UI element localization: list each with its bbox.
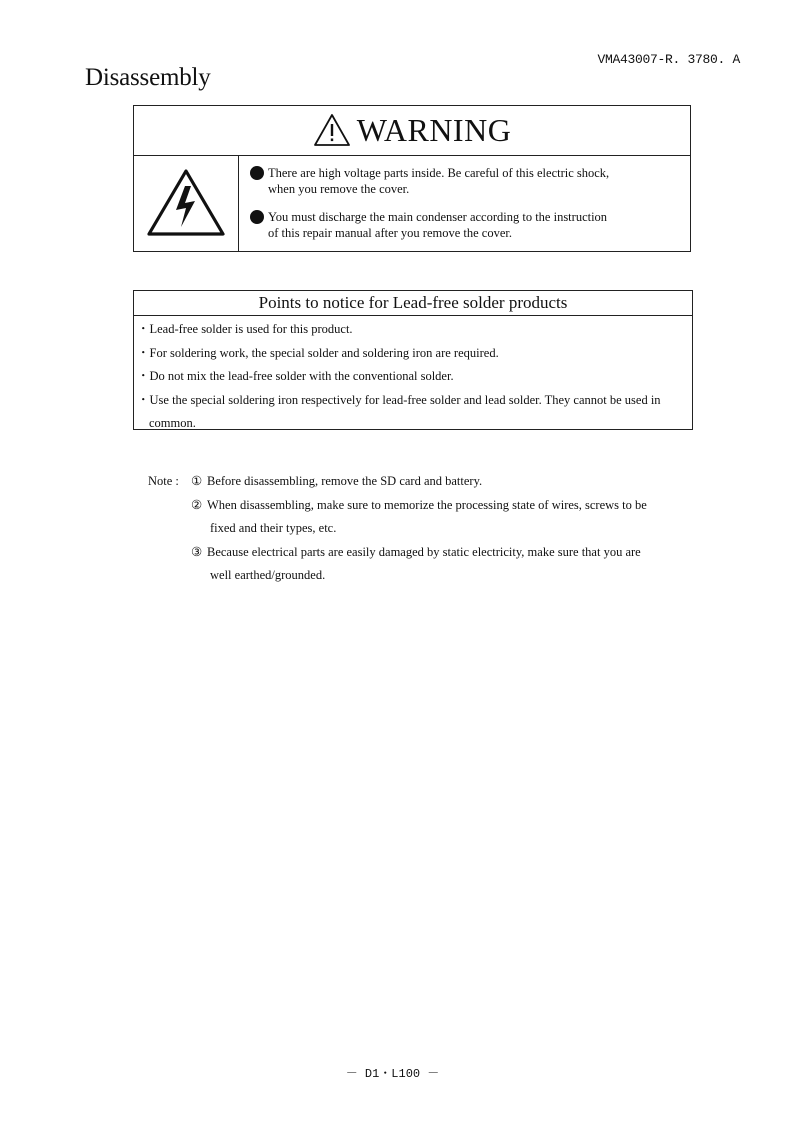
note-text: Before disassembling, remove the SD card and battery. bbox=[207, 474, 483, 488]
note-label: Note : bbox=[148, 474, 179, 488]
note-item bbox=[148, 494, 688, 541]
warning-item-line: of this repair manual after you remove the cover. bbox=[268, 226, 513, 240]
lead-free-title: Points to notice for Lead-free solder products bbox=[134, 291, 692, 316]
list-item-text: ・For soldering work, the special solder and soldering iron are required. bbox=[137, 345, 499, 360]
note-number: ① bbox=[191, 474, 203, 488]
list-item bbox=[137, 365, 690, 389]
warning-header bbox=[134, 106, 690, 156]
lead-free-box bbox=[133, 290, 693, 430]
warning-title: WARNING bbox=[356, 112, 512, 148]
warning-item bbox=[250, 209, 680, 241]
note-number: ② bbox=[191, 497, 203, 512]
warning-item bbox=[250, 165, 680, 197]
high-voltage-warning-icon bbox=[145, 167, 227, 239]
warning-item-line: There are high voltage parts inside. Be careful of this electric shock, bbox=[268, 166, 610, 180]
note-text: Because electrical parts are easily damaged by static electricity, make sure that you are bbox=[207, 544, 641, 559]
list-item bbox=[137, 342, 690, 366]
lead-free-list bbox=[134, 316, 692, 436]
document-code: VMA43007-R. 3780. A bbox=[597, 52, 740, 67]
list-item-text: ・Use the special soldering iron respectively for lead-free solder and lead solder. They cannot be used in bbox=[137, 392, 661, 407]
list-item bbox=[137, 318, 690, 342]
warning-box bbox=[133, 105, 691, 252]
bullet-icon bbox=[250, 166, 264, 180]
list-item bbox=[137, 389, 690, 436]
notes-section bbox=[148, 470, 688, 588]
note-item bbox=[148, 470, 688, 494]
page-number: － D1・L100 － bbox=[345, 1067, 440, 1081]
list-item-continuation: common. bbox=[149, 416, 196, 430]
bullet-icon bbox=[250, 210, 264, 224]
list-item-text: ・Lead-free solder is used for this product. bbox=[137, 322, 353, 336]
caution-triangle-icon bbox=[313, 113, 351, 147]
page-title: Disassembly bbox=[85, 64, 211, 91]
warning-icon-cell bbox=[134, 155, 239, 251]
note-text-continuation: well earthed/grounded. bbox=[210, 568, 326, 582]
warning-text bbox=[250, 165, 680, 253]
note-number: ③ bbox=[191, 544, 203, 559]
list-item-text: ・Do not mix the lead-free solder with the conventional solder. bbox=[137, 369, 454, 383]
note-text: When disassembling, make sure to memorize the processing state of wires, screws to be bbox=[207, 497, 647, 512]
warning-item-line: when you remove the cover. bbox=[268, 182, 410, 196]
note-item bbox=[148, 541, 688, 588]
warning-item-line: You must discharge the main condenser according to the instruction bbox=[268, 210, 608, 224]
note-text-continuation: fixed and their types, etc. bbox=[210, 521, 337, 535]
